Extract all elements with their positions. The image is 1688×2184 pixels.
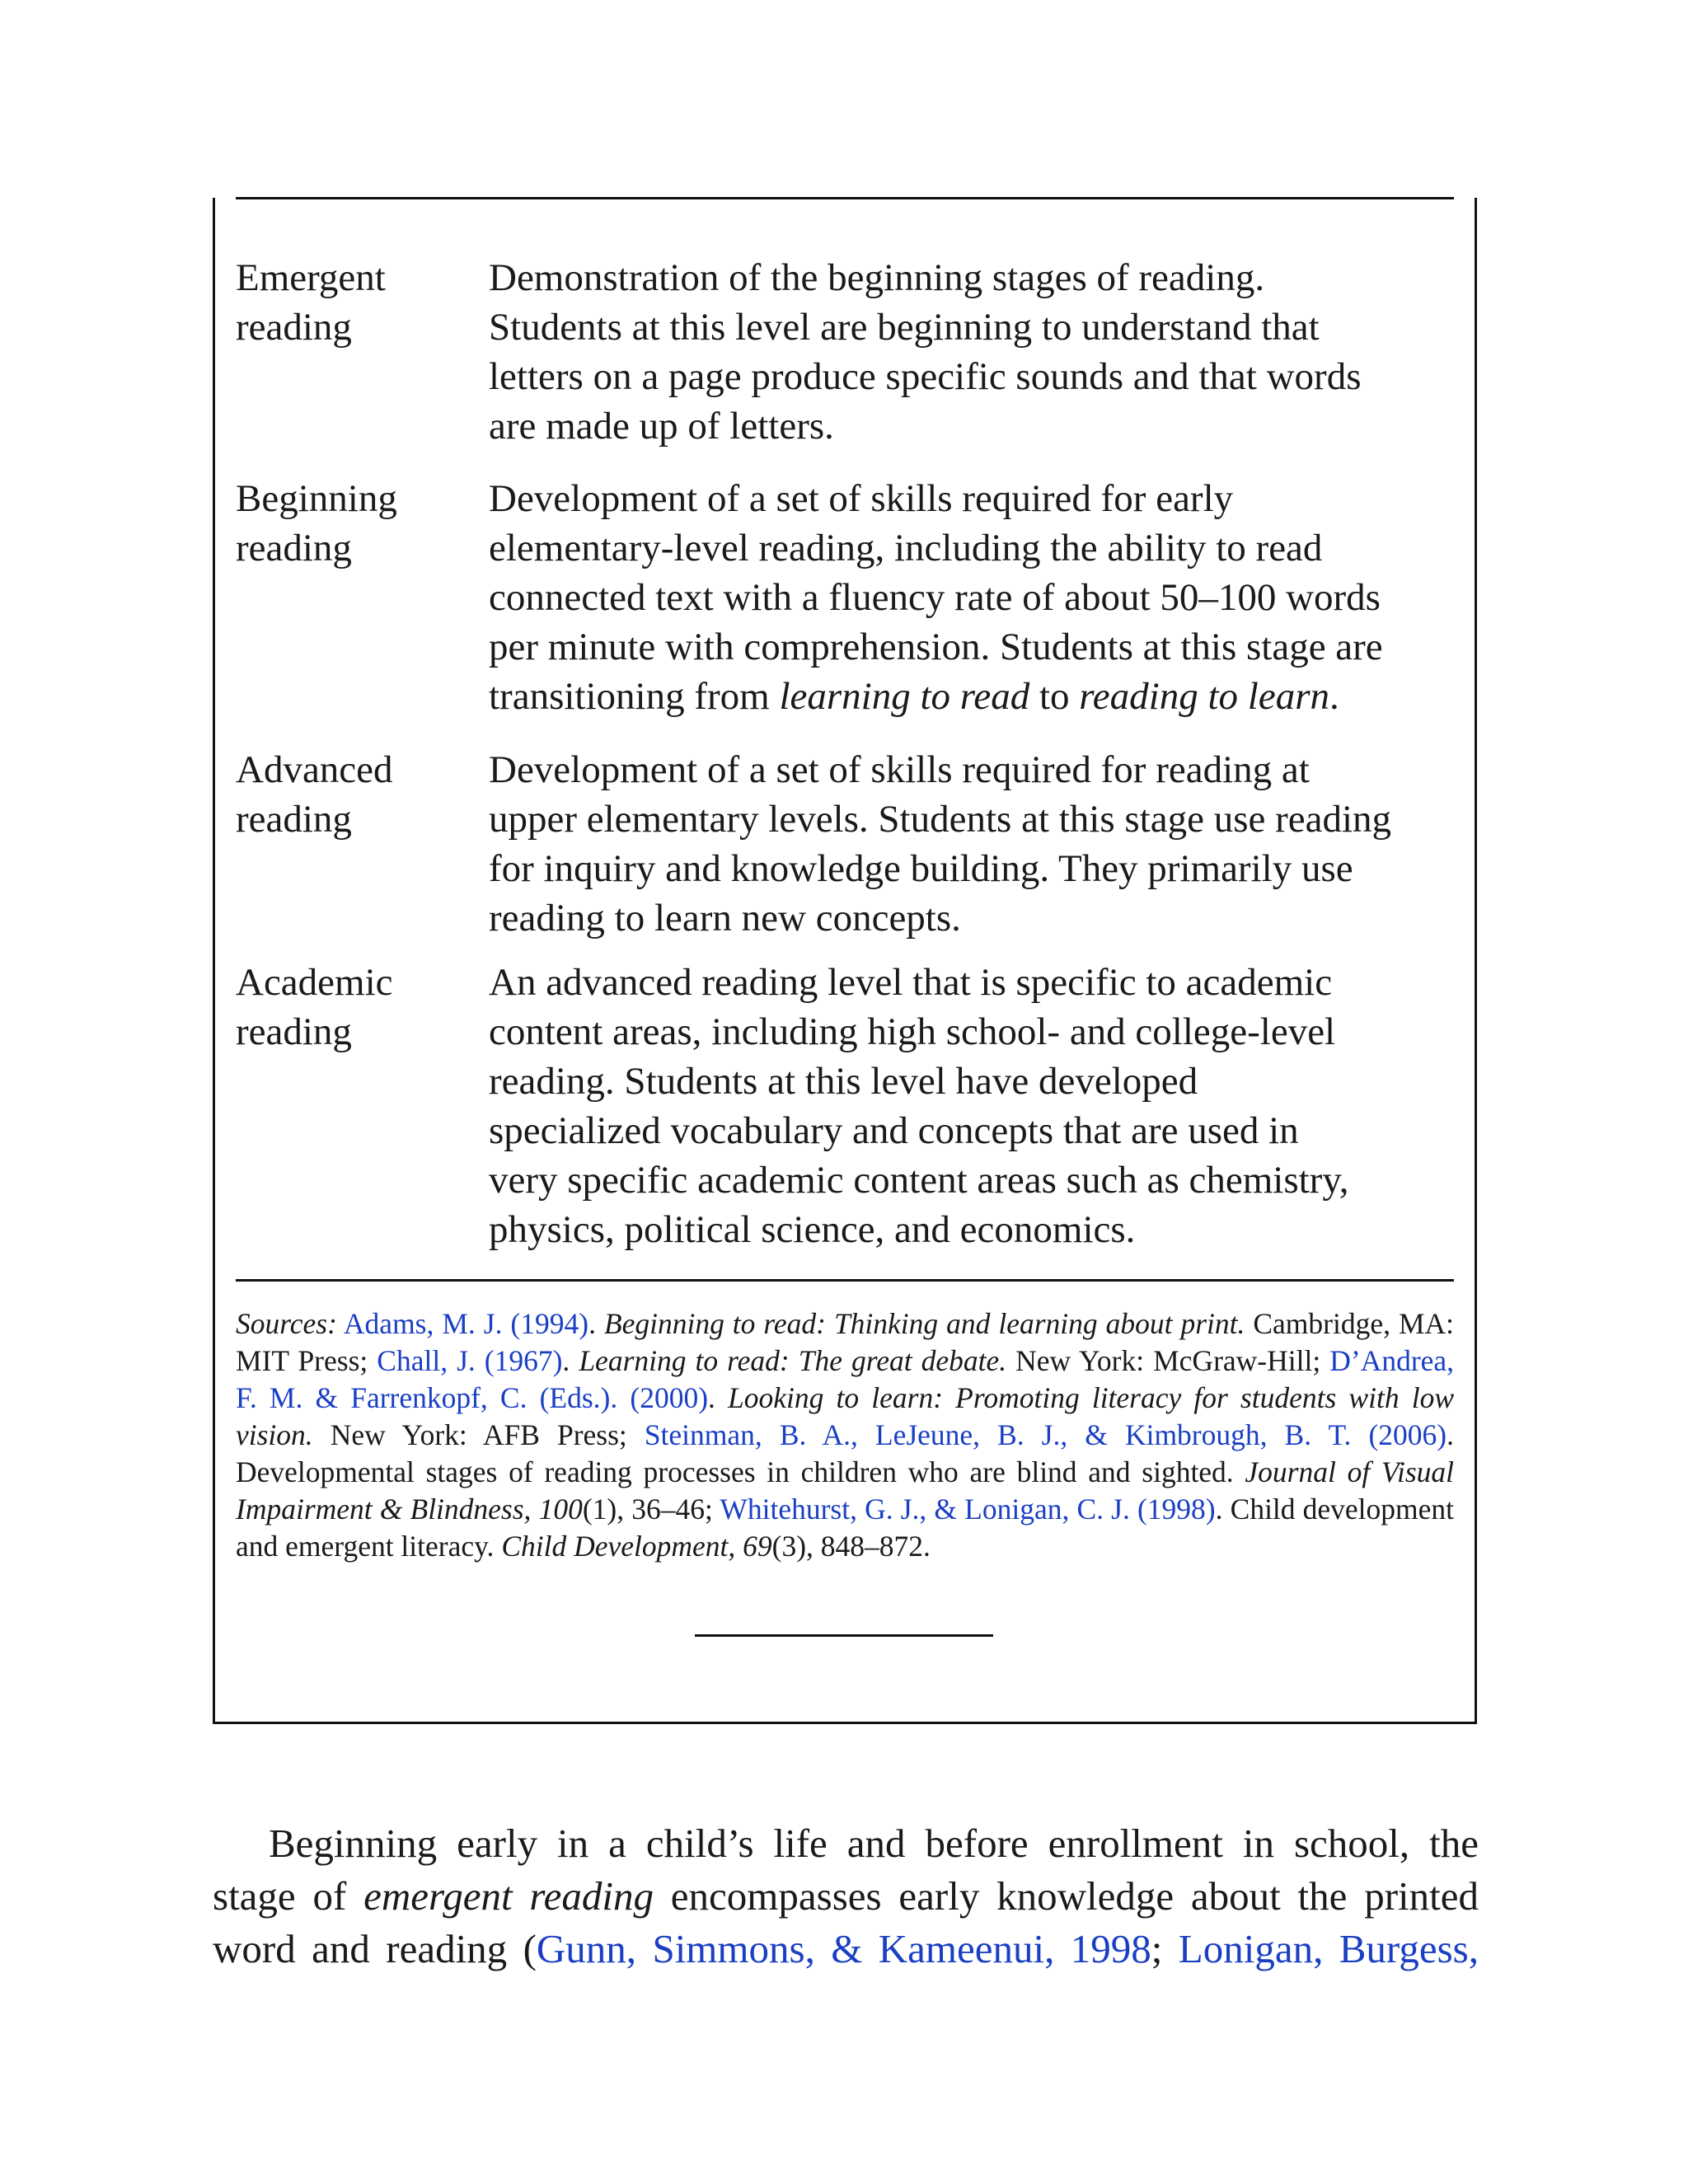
body-paragraph	[213, 1817, 1479, 1975]
body-line-1: Beginning early in a child’s life and before enrollment in school, the	[269, 1821, 1479, 1866]
sidebar-end-rule	[695, 1634, 993, 1637]
citation-link-gunn[interactable]: Gunn, Simmons, & Kameenui, 1998	[536, 1926, 1151, 1971]
definition-advanced-reading: Development of a set of skills required for reading at upper elementary levels. Students at this stage use reading for inquiry and knowledge building. They primarily use reading to learn new concepts.	[489, 748, 1392, 940]
source-link-dandrea[interactable]: D’Andrea, F. M. & Farrenkopf, C. (Eds.). (2000)	[236, 1344, 1455, 1414]
sources-note: Sources: Adams, M. J. (1994). Beginning to read: Thinking and learning about print. Cambridge, MA: MIT Press; Chall, J. (1967). Learning to read: The great debate. New York: McGraw-Hill; D’Andrea, F. M. & Farrenkopf, C. (Eds.). (2000). Looking to learn: Promoting literacy for students with low vision. New York: AFB Press; Steinman, B. A., LeJeune, B. J., & Kimbrough, B. T. (2006). Developmental stages of reading processes in children who are blind and sighted. Journal of Visual Impairment & Blindness, 100(1), 36–46; Whitehurst, G. J., & Lonigan, C. J. (1998). Child development and emergent literacy. Child Development, 69(3), 848–872.	[236, 1307, 1455, 1563]
term-emergent-reading: Emergent reading	[236, 256, 386, 349]
definition-last-line: transitioning from learning to read to reading to learn.	[489, 675, 1339, 718]
definition-academic-reading: An advanced reading level that is specific to academic content areas, including high school- and college-level reading. Students at this level have developed specialized vocabulary and concepts that are used in very specific academic content areas such as chemistry, physics, political science, and economics.	[489, 961, 1349, 1251]
sources-label: Sources:	[236, 1307, 337, 1340]
source-link-chall[interactable]: Chall, J. (1967)	[377, 1344, 563, 1377]
definition-emergent-reading: Demonstration of the beginning stages of reading. Students at this level are beginning to understand that letters on a page produce specific sounds and that words are made up of letters.	[489, 256, 1362, 448]
table-bottom-rule	[236, 1279, 1454, 1282]
term-advanced-reading: Advanced reading	[236, 748, 393, 841]
source-link-steinman[interactable]: Steinman, B. A., LeJeune, B. J., & Kimbrough, B. T. (2006)	[644, 1418, 1447, 1451]
source-link-whitehurst[interactable]: Whitehurst, G. J., & Lonigan, C. J. (1998)	[720, 1493, 1216, 1526]
body-line-2: stage of emergent reading encompasses early knowledge about the printed	[213, 1873, 1479, 1919]
term-beginning-reading: Beginning reading	[236, 477, 397, 569]
citation-link-lonigan[interactable]: Lonigan, Burgess,	[1178, 1926, 1479, 1971]
body-line-3: word and reading (Gunn, Simmons, & Kameenui, 1998; Lonigan, Burgess,	[213, 1926, 1479, 1971]
source-link-adams[interactable]: Adams, M. J. (1994)	[343, 1307, 589, 1340]
term-academic-reading: Academic reading	[236, 961, 393, 1053]
table-top-rule	[236, 197, 1454, 199]
definition-beginning-reading: Development of a set of skills required for early elementary-level reading, including the ability to read connected text with a fluency rate of about 50–100 words per minute with comprehension. Students at this stage are transitioning from learning to read to reading to learn.	[489, 474, 1478, 721]
